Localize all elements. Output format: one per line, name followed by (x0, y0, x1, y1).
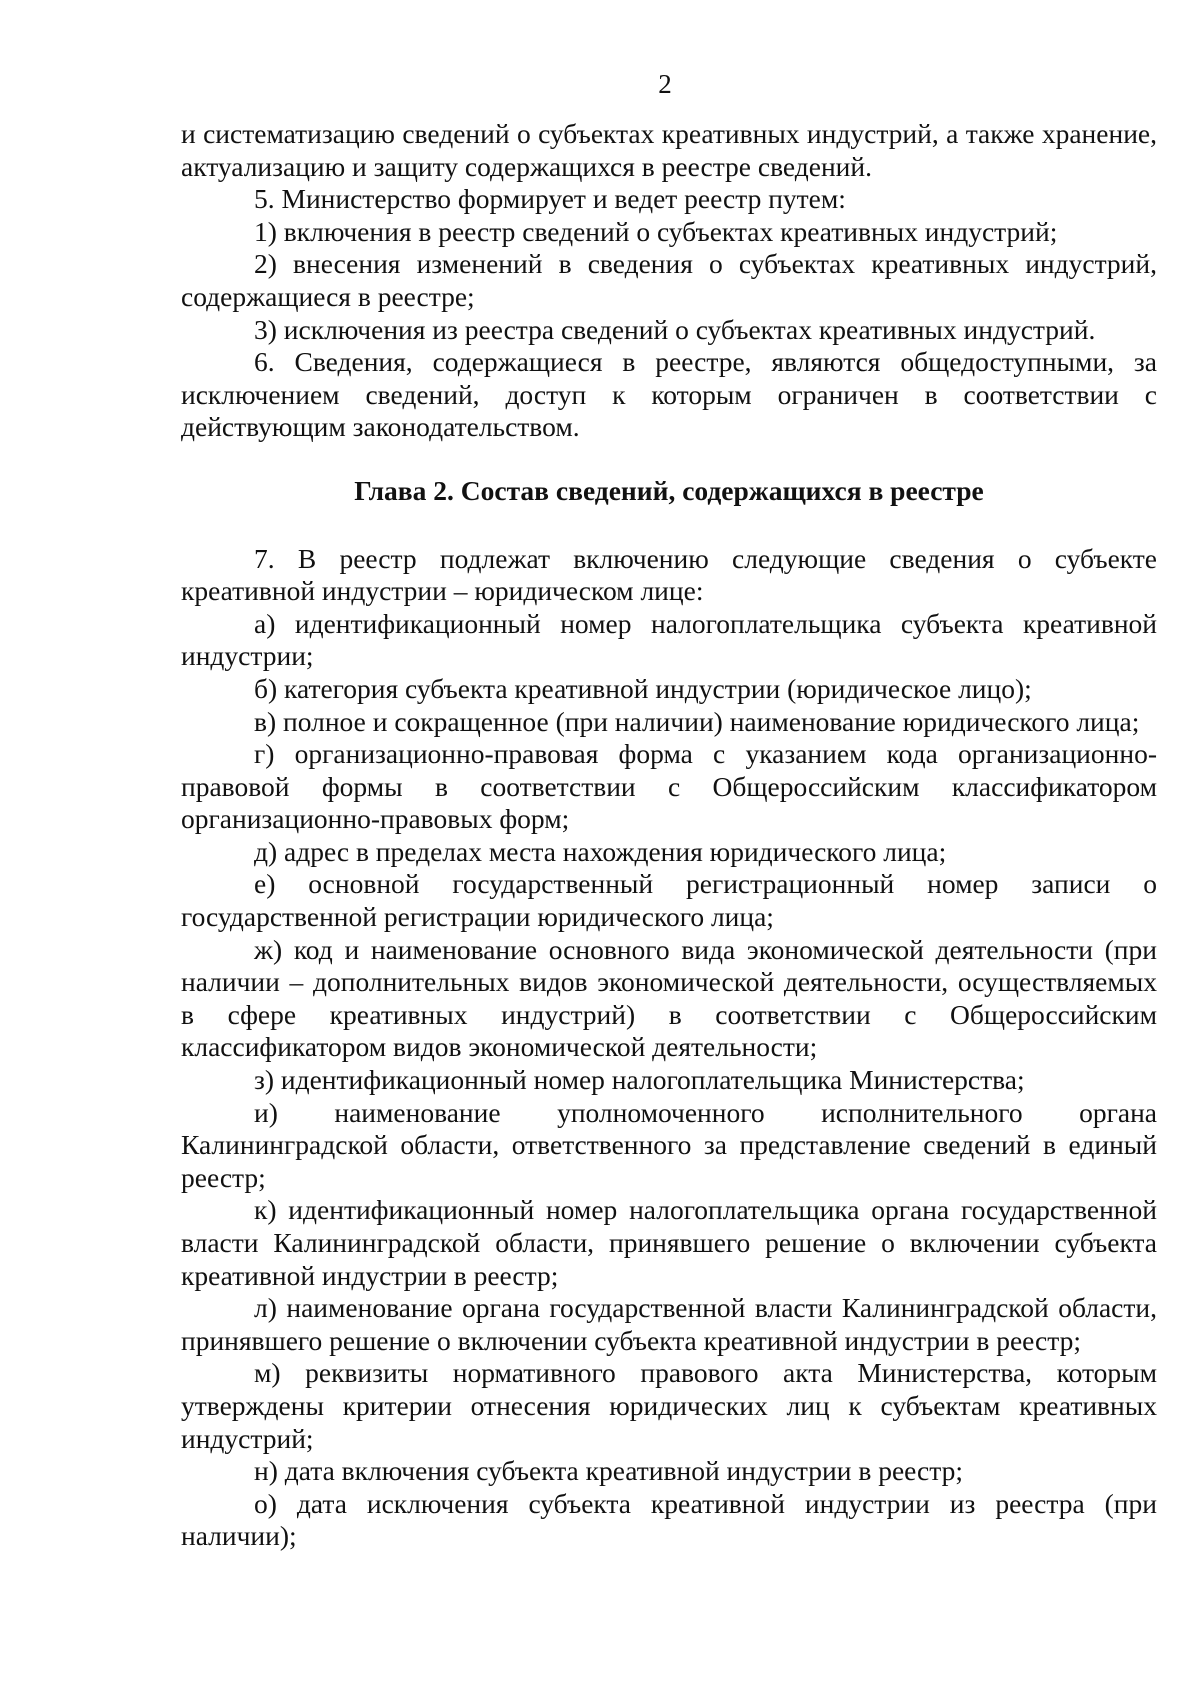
list-item-zh: ж) код и наименование основного вида экономической деятельности (при наличии – дополнительных видов экономической деятельности, осуществляемых в сфере креативных индустрий) в соответствии с Общероссийским классификатором видов экономической деятельности; (181, 933, 1157, 1063)
list-item-3: 3) исключения из реестра сведений о субъектах креативных индустрий. (254, 313, 1096, 345)
list-item-1: 1) включения в реестр сведений о субъектах креативных индустрий; (254, 215, 1058, 247)
list-item-e: е) основной государственный регистрационный номер записи о государственной регистрации юридического лица; (181, 868, 1157, 933)
list-item-l: л) наименование органа государственной власти Калининградской области, принявшего решение о включении субъекта креативной индустрии в реестр; (181, 1292, 1157, 1356)
list-item-n: н) дата включения субъекта креативной индустрии в реестр; (254, 1455, 963, 1487)
continuation-paragraph: и систематизацию сведений о субъектах креативных индустрий, а также хранение, актуализацию и защиту содержащихся в реестре сведений. (181, 118, 1157, 182)
chapter-heading: Глава 2. Состав сведений, содержащихся в реестре (354, 474, 984, 506)
list-item-m: м) реквизиты нормативного правового акта Министерства, которым утверждены критерии отнесения юридических лиц к субъектам креативных индустрий; (181, 1357, 1157, 1454)
list-item-i: и) наименование уполномоченного исполнительного органа Калининградской области, ответственного за представление сведений в единый реестр; (181, 1096, 1157, 1193)
document-body (181, 118, 1157, 1553)
list-item-k: к) идентификационный номер налогоплательщика органа государственной власти Калининградской области, принявшего решение о включении субъекта креативной индустрии в реестр; (181, 1194, 1157, 1291)
list-item-z: з) идентификационный номер налогоплательщика Министерства; (254, 1064, 1025, 1096)
page-number: 2 (658, 69, 672, 99)
paragraph-5: 5. Министерство формирует и ведет реестр путем: (254, 183, 846, 215)
list-item-d: д) адрес в пределах места нахождения юридического лица; (254, 835, 947, 867)
list-item-o: о) дата исключения субъекта креативной индустрии из реестра (при наличии); (181, 1487, 1157, 1552)
paragraph-7: 7. В реестр подлежат включению следующие сведения о субъекте креативной индустрии – юридическом лице: (181, 542, 1157, 607)
paragraph-6: 6. Сведения, содержащиеся в реестре, являются общедоступными, за исключением сведений, доступ к которым ограничен в соответствии с действующим законодательством. (181, 346, 1157, 443)
list-item-g: г) организационно-правовая форма с указанием кода организационно-правовой формы в соответствии с Общероссийским классификатором организационно-правовых форм; (181, 738, 1157, 835)
list-item-2: 2) внесения изменений в сведения о субъектах креативных индустрий, содержащиеся в реестре; (181, 248, 1157, 312)
list-item-a: а) идентификационный номер налогоплательщика субъекта креативной индустрии; (181, 607, 1157, 672)
list-item-b: б) категория субъекта креативной индустрии (юридическое лицо); (254, 672, 1032, 704)
list-item-v: в) полное и сокращенное (при наличии) наименование юридического лица; (254, 705, 1140, 737)
